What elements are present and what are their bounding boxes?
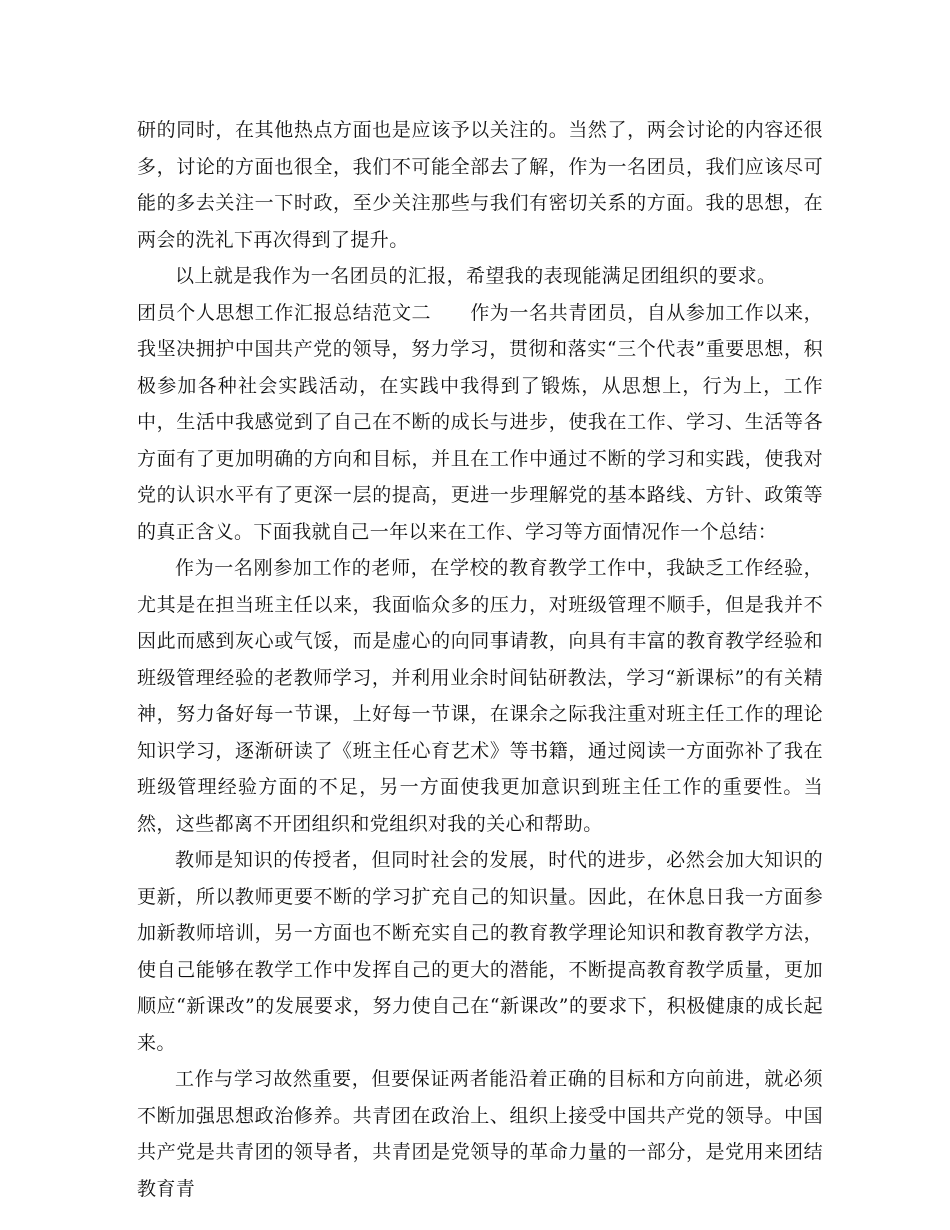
section-title: 团员个人思想工作汇报总结范文二	[137, 301, 432, 324]
paragraph: 作为一名刚参加工作的老师，在学校的教育教学工作中，我缺乏工作经验，尤其是在担当班主任以来，我面临众多的压力，对班级管理不顺手，但是我并不因此而感到灰心或气馁，而是虚心的向同事请教，向具有丰富的教育教学经验和班级管理经验的老教师学习，并利用业余时间钻研教法，学习“新课标”的有关精神，努力备好每一节课，上好每一节课，在课余之际我注重对班主任工作的理论知识学习，逐渐研读了《班主任心育艺术》等书籍，通过阅读一方面弥补了我在班级管理经验方面的不足，另一方面使我更加意识到班主任工作的重要性。当然，这些都离不开团组织和党组织对我的关心和帮助。	[137, 557, 823, 835]
paragraph: 以上就是我作为一名团员的汇报，希望我的表现能满足团组织的要求。	[175, 265, 777, 287]
title-spacer	[431, 302, 470, 324]
document-body	[137, 112, 823, 1207]
paragraph: 研的同时，在其他热点方面也是应该予以关注的。当然了，两会讨论的内容还很多，讨论的方面也很全，我们不可能全部去了解，作为一名团员，我们应该尽可能的多去关注一下时政，至少关注那些与我们有密切关系的方面。我的思想，在两会的洗礼下再次得到了提升。	[137, 119, 823, 251]
paragraph-with-title	[137, 295, 823, 551]
paragraph: 工作与学习故然重要，但要保证两者能沿着正确的目标和方向前进，就必须不断加强思想政治修养。共青团在政治上、组织上接受中国共产党的领导。中国共产党是共青团的领导者，共青团是党领导的革命力量的一部分，是党用来团结教育青	[137, 1068, 823, 1200]
paragraph-text: 作为一名共青团员，自从参加工作以来，我坚决拥护中国共产党的领导，努力学习，贯彻和落实“三个代表”重要思想，积极参加各种社会实践活动，在实践中我得到了锻炼，从思想上，行为上，工作中，生活中我感觉到了自己在不断的成长与进步，使我在工作、学习、生活等各方面有了更加明确的方向和目标，并且在工作中通过不断的学习和实践，使我对党的认识水平有了更深一层的提高，更进一步理解党的基本路线、方针、政策等的真正含义。下面我就自己一年以来在工作、学习等方面情况作一个总结：	[137, 301, 823, 543]
paragraph: 教师是知识的传授者，但同时社会的发展，时代的进步，必然会加大知识的更新，所以教师更要不断的学习扩充自己的知识量。因此，在休息日我一方面参加新教师培训，另一方面也不断充实自己的教育教学理论知识和教育教学方法，使自己能够在教学工作中发挥自己的更大的潜能，不断提高教育教学质量，更加顺应“新课改”的发展要求，努力使自己在“新课改”的要求下，积极健康的成长起来。	[137, 849, 823, 1054]
